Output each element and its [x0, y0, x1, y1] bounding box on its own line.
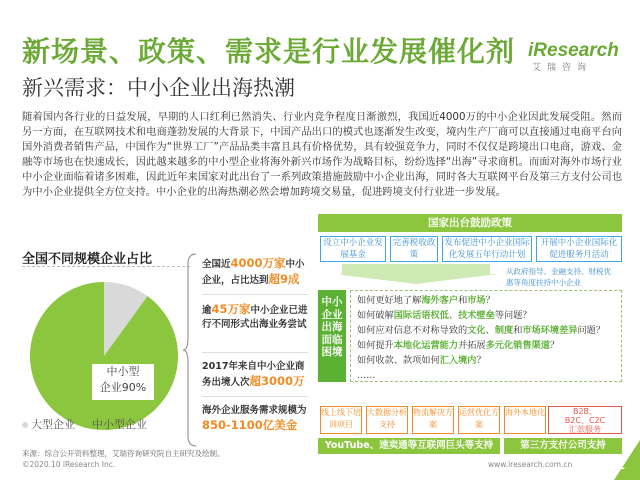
logo-brand: iResearch	[528, 40, 619, 61]
pie-chart-title: 全国不同规模企业占比	[22, 252, 153, 267]
support-item: 运营优化方案	[458, 406, 500, 434]
policy-item: 发布促进中小企业国际化发展五年行动计划	[442, 236, 532, 262]
problem-item: 如何收款、款项如何汇入境内？	[357, 355, 486, 366]
enterprise-pie-chart	[28, 280, 180, 432]
pie-center-label	[92, 364, 154, 400]
legend-dot-icon	[83, 422, 89, 428]
support-item: 大数据分析支持	[366, 406, 408, 434]
stat-2: 逾45万家中小企业已进行不同形式出海业务尝试	[202, 302, 308, 330]
iresearch-logo	[528, 40, 624, 74]
policy-panel-header: 国家出台鼓励政策	[318, 214, 622, 232]
sme-dilemma-box: 中小企业出海面临困境	[318, 290, 346, 382]
pie-label-line2: 企业90%	[99, 381, 147, 394]
page-title: 新场景、政策、需求是行业发展催化剂	[22, 35, 516, 68]
page-subtitle: 新兴需求：中小企业出海热潮	[22, 76, 295, 100]
intro-paragraph: 随着国内各行业的日益发展，早期的人口红利已然消失、行业内竞争程度日渐激烈，我国近4000万的中小企业因此发展受阻。然而另一方面，在互联网技术和电商蓬勃发展的大背景下，中国产品出口的模式也逐渐发生改变，境内生产厂商可以直接通过电商平台向国外消费者销售产品，中国作为“世界工厂”产品品类丰富且具有价格优势，具有较强竞争力，同时不仅仅是跨境出口电商，游戏、金融等市场也在快速成长，因此越来越多的中小型企业将海外新兴市场作为战略目标，纷纷选择“出海”寻求商机。而面对海外市场行业中小企业面临着诸多困难，因此近年来国家对此出台了一系列政策措施鼓励中小企业出海，同时各大互联网平台及第三方支付公司也为中小企业提供全方位支持。中小企业的出海热潮必然会增加跨境交易量，促进跨境支付行业进一步发展。	[22, 111, 622, 198]
pie-legend	[22, 416, 147, 432]
source-note: 来源：综合公开资料整理，艾瑞咨询研究院自主研究及绘制。	[22, 449, 225, 458]
legend-dot-icon	[22, 422, 28, 428]
pie-label-line1: 中小型	[106, 365, 140, 378]
legend-item-sme: 中小型企业	[83, 416, 147, 432]
problem-item: ……	[357, 370, 376, 381]
problem-item: 如何提升本地化运营能力并拓展多元化销售渠道？	[357, 340, 560, 351]
problem-item: 如何破解国际话语权低、技术壁垒等问题？	[357, 310, 532, 321]
copyright: ©2020.10 iResearch Inc.	[22, 460, 116, 469]
policy-arrow-note: 从政府指导、金融支持、财税优惠等角度扶持中小企业	[506, 267, 611, 287]
logo-sub: 艾瑞咨询	[532, 63, 593, 73]
policy-item: 设立中小企业发展基金	[320, 236, 386, 262]
stat-3: 2017年来自中小企业商务出境人次超3000万	[202, 361, 305, 388]
third-party-payment-bar: 第三方支付公司支持	[504, 438, 622, 454]
problem-item: 如何应对信息不对称导致的文化、制度和市场环境差异问题？	[357, 325, 606, 336]
stat-divider	[202, 294, 308, 295]
brace-icon	[182, 252, 198, 448]
support-item: 物流解决方案	[412, 406, 454, 434]
page-number: 12	[610, 459, 626, 472]
stat-divider	[202, 396, 308, 397]
internet-giants-support-bar: YouTube、速卖通等互联网巨头等支持	[318, 438, 500, 454]
pie-divider	[22, 266, 190, 267]
website-url: www.iresearch.com.cn	[488, 460, 573, 469]
policy-item: 完善税收政策	[390, 236, 438, 262]
problem-item: 如何更好地了解海外客户和市场？	[357, 295, 495, 306]
stat-1: 全国近4000万家中小企业，占比达到超9成	[202, 256, 305, 286]
problems-list	[350, 290, 622, 382]
policy-item: 开展中小企业国际化促进服务月活动	[536, 236, 622, 262]
b2x-remittance-box: B2B、 B2C、C2C 汇款服务	[548, 406, 622, 434]
stat-4: 海外企业服务需求规模为850-1100亿美金	[202, 405, 307, 432]
support-item: 线上线下培训项目	[320, 406, 362, 434]
support-item: 海外本地化	[504, 406, 546, 434]
legend-item-large: 大型企业	[22, 416, 75, 432]
stat-divider	[202, 352, 308, 353]
